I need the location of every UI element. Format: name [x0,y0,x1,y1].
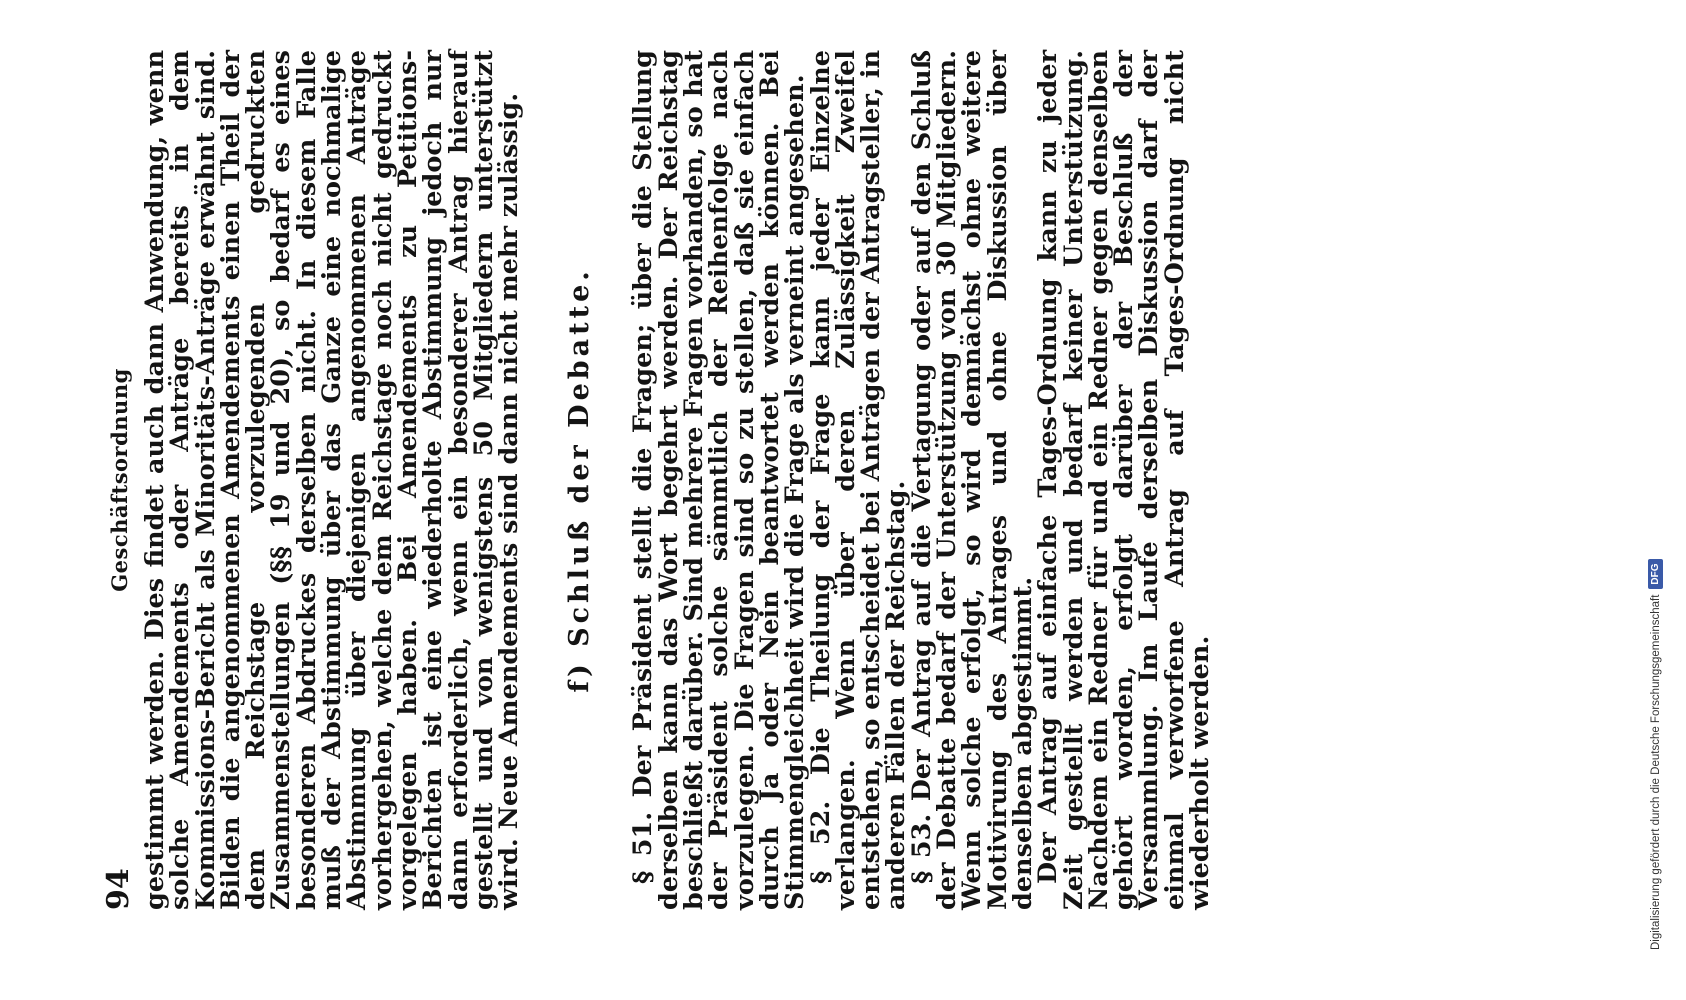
dfg-logo: DFG [1648,559,1663,588]
paragraph-section-51: § 51. Der Präsident stellt die Fragen; über die Stellung derselben kann das Wort begehrt werden. Der Reichstag beschließt darüber. Sind mehrere Fragen vorhanden, so hat der Präsident solche sämmtlich der Reihenfolge nach vorzulegen. Die Fragen sind so zu stellen, daß sie einfach durch Ja oder Nein beantwortet werden können. Bei Stimmengleichheit wird die Frage als verneint angesehen. [628,50,811,910]
paragraph-tagesordnung: Der Antrag auf einfache Tages-Ordnung kann zu jeder Zeit gestellt werden und bedarf keiner Unterstützung. Nachdem ein Redner für und ein Redner gegen denselben gehört worden, erfolgt darüber der Beschluß der Versammlung. Im Laufe derselben Diskussion darf der einmal verworfene Antrag auf Tages-Ordnung nicht wiederholt werden. [1033,50,1215,910]
running-head: Geschäftsordnung [107,368,132,592]
paragraph-section-53: § 53. Der Antrag auf die Vertagung oder auf den Schluß der Debatte bedarf der Unterstützung von 30 Mitgliedern. Wenn solche erfolgt, so wird demnächst ohne weitere Motivirung des Antrages und ohne Diskussion über denselben abgestimmt. [906,50,1038,910]
digitization-credit [1648,90,1663,950]
credit-text: Digitalisierung gefördert durch die Deutsche Forschungsgemeinschaft [1649,594,1662,950]
paragraph-continuation: gestimmt werden. Dies findet auch dann Anwendung, wenn solche Amendements oder Anträge bereits in dem Kommissions-Bericht als Minoritäts-Anträge erwähnt sind. Bilden die angenommenen Amendements einen Theil der dem Reichstage vorzulegenden gedruckten Zusammenstellungen (§§ 19 und 20), so bedarf es eines besonderen Abdruckes derselben nicht. In diesem Falle muß der Abstimmung über das Ganze eine nochmalige Abstimmung über diejenigen angenommenen Anträge vorhergehen, welche dem Reichstage noch nicht gedruckt vorgelegen haben. Bei Amendements zu Petitions-Berichten ist eine wiederholte Abstimmung jedoch nur dann erforderlich, wenn ein besonderer Antrag hierauf gestellt und von wenigstens 50 Mitgliedern unterstützt wird. Neue Amendements sind dann nicht mehr zulässig. [140,50,525,910]
paragraph-section-52: § 52. Die Theilung der Frage kann jeder Einzelne verlangen. Wenn über deren Zulässigkeit Zweifel entstehen, so entscheidet bei Anträgen der Antragsteller, in anderen Fällen der Reichstag. [805,50,912,910]
page-header [97,50,143,910]
page-number: 94 [101,868,136,910]
rotated-page [97,50,1547,910]
section-heading: f) Schluß der Debatte. [564,267,596,693]
